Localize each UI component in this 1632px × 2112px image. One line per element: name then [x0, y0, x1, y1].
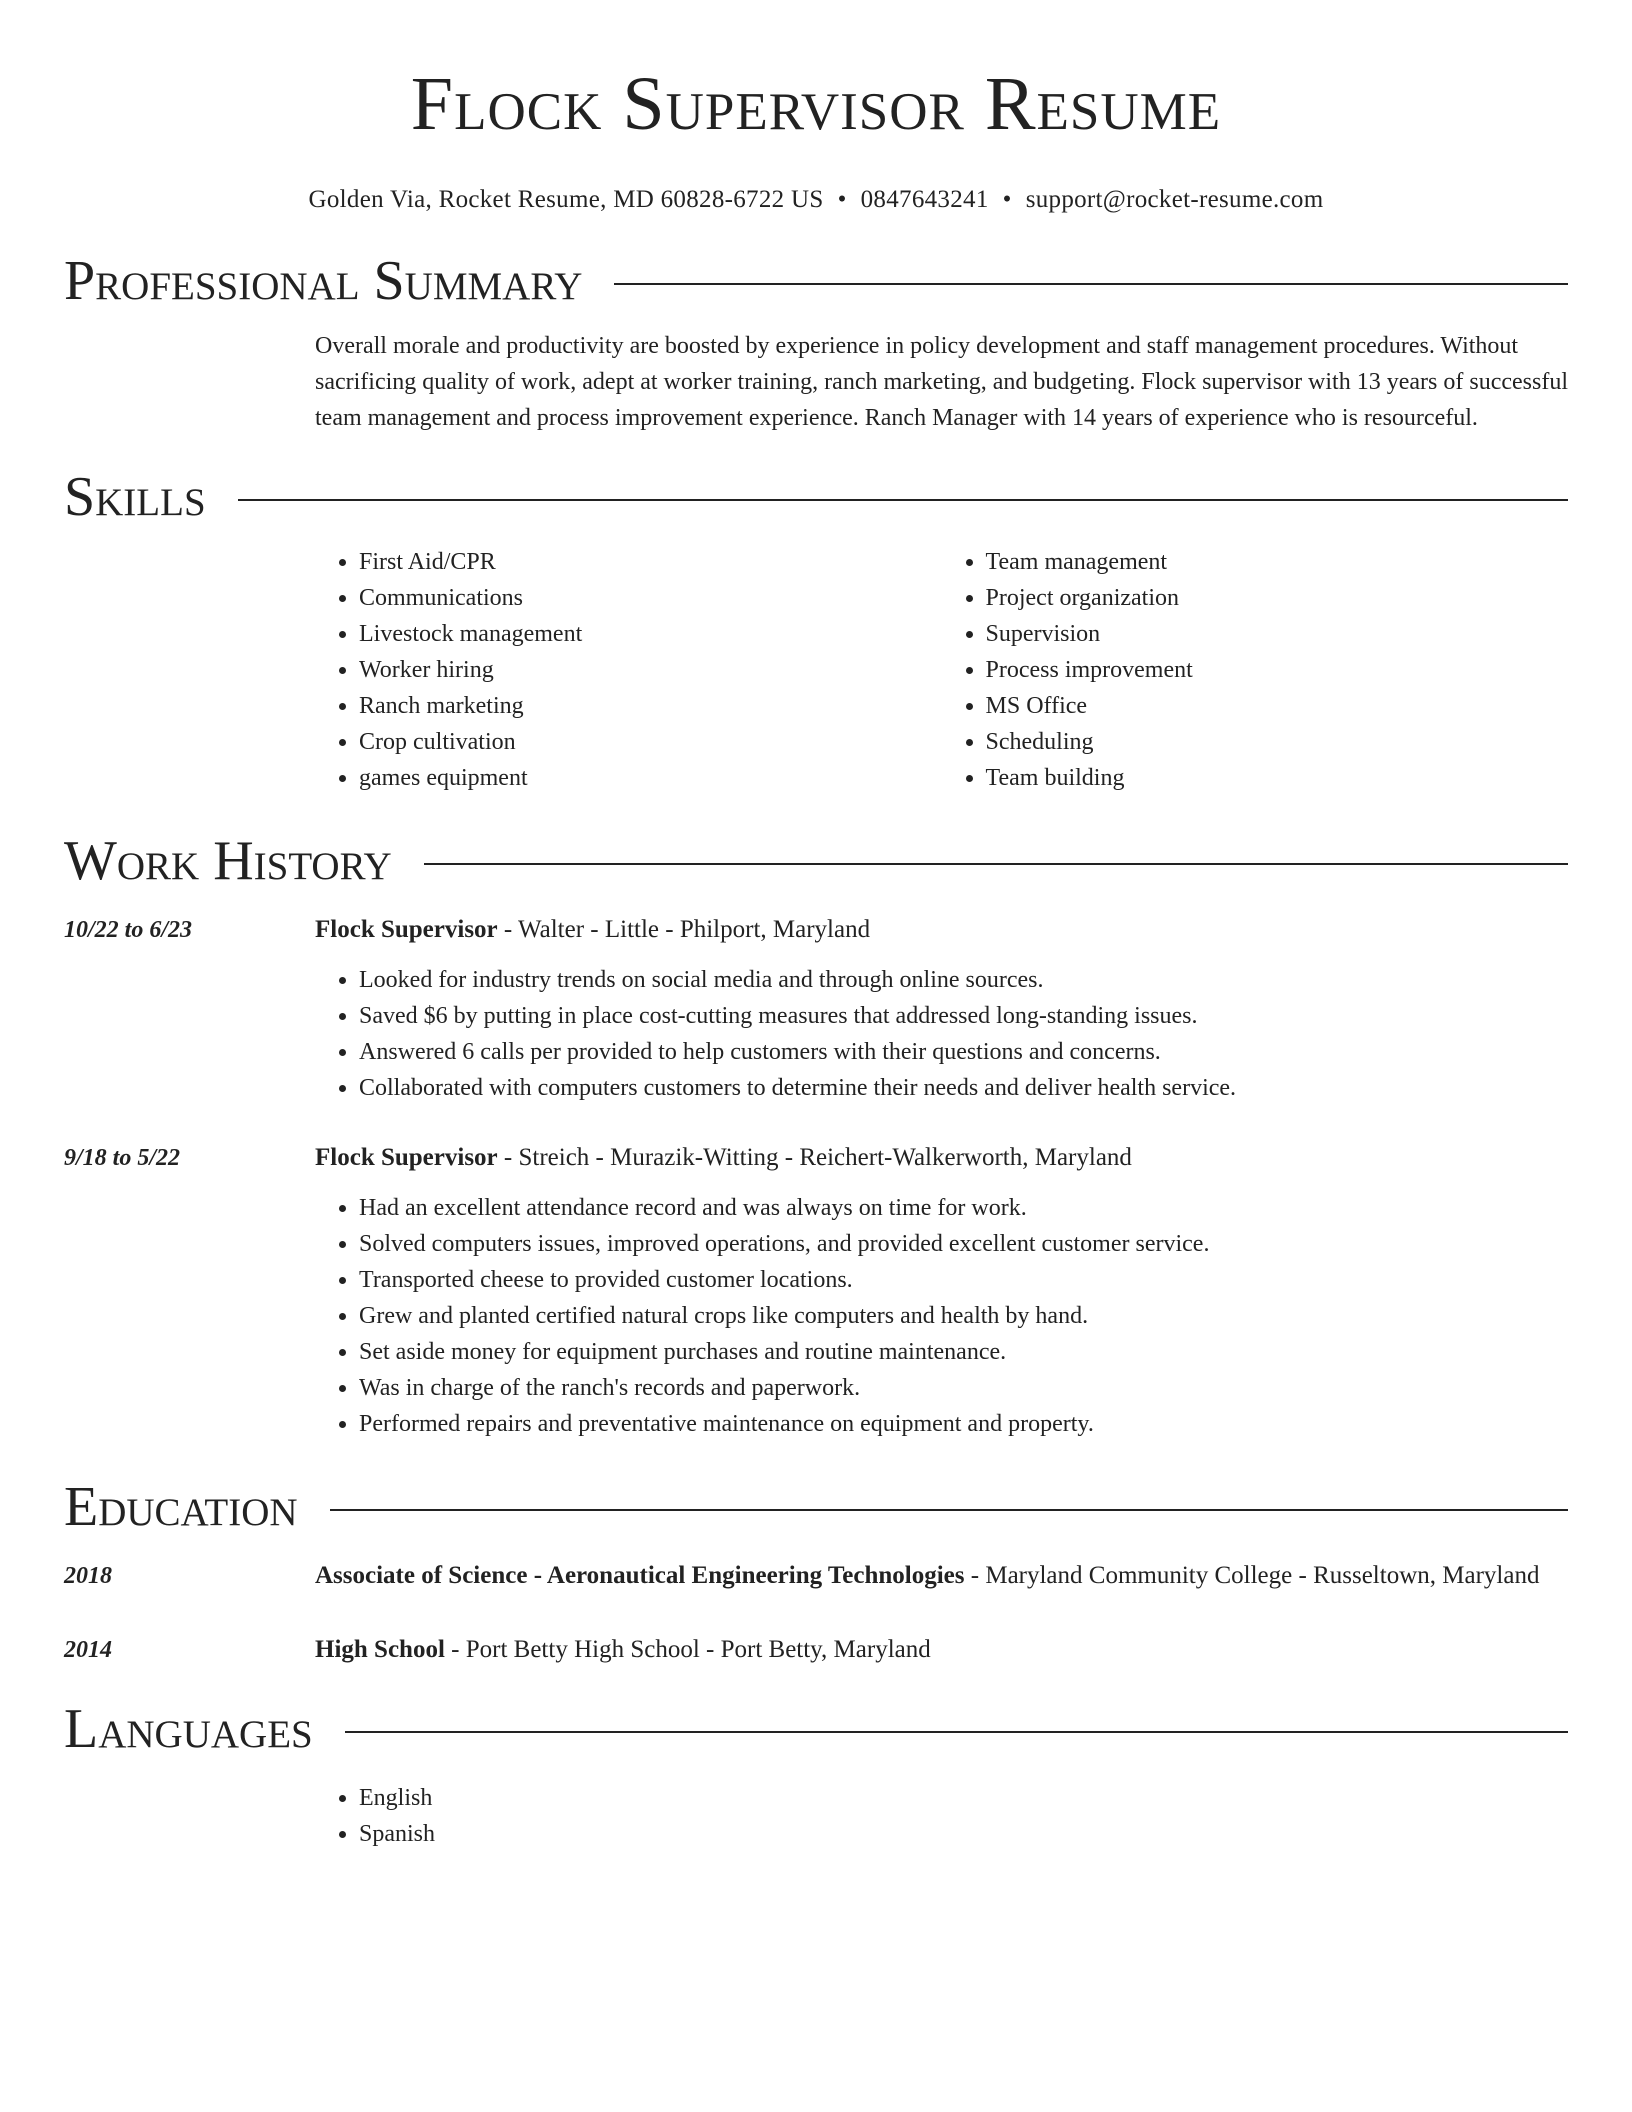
skill-item: • Team building [986, 760, 1569, 796]
education-entry [64, 1558, 1568, 1594]
job-title: Flock Supervisor [315, 1144, 498, 1171]
skill-item: • Livestock management [359, 616, 942, 652]
contact-line [64, 182, 1568, 218]
job-entry [64, 1140, 1568, 1442]
language-item: • English [359, 1780, 1568, 1816]
skills-list-left [315, 544, 942, 796]
job-bullet: • Set aside money for equipment purchases and routine maintenance. [359, 1334, 1568, 1370]
skill-item: • First Aid/CPR [359, 544, 942, 580]
education-date: 2014 [64, 1637, 112, 1663]
contact-phone: 0847643241 [860, 186, 989, 213]
skill-item: • Supervision [986, 616, 1569, 652]
job-date: 9/18 to 5/22 [64, 1145, 181, 1171]
skill-item: • Scheduling [986, 724, 1569, 760]
job-bullets [315, 962, 1568, 1106]
contact-separator: • [1002, 186, 1012, 213]
skill-item: • MS Office [986, 688, 1569, 724]
summary-heading: Professional Summary [64, 250, 583, 312]
skill-item: • Worker hiring [359, 652, 942, 688]
job-bullet: • Looked for industry trends on social media and through online sources. [359, 962, 1568, 998]
education-heading: Education [64, 1476, 298, 1538]
education-header [64, 1472, 1568, 1542]
languages-header [64, 1694, 1568, 1764]
job-bullets [315, 1190, 1568, 1442]
skill-item: • Crop cultivation [359, 724, 942, 760]
summary-header [64, 246, 1568, 316]
education-content [315, 1558, 1568, 1594]
section-divider [614, 283, 1568, 285]
education-section [64, 1472, 1568, 1668]
job-bullet: • Saved $6 by putting in place cost-cutting measures that addressed long-standing issues. [359, 998, 1568, 1034]
education-degree: Associate of Science - Aeronautical Engineering Technologies [315, 1562, 965, 1589]
section-divider [238, 499, 1568, 501]
section-divider [330, 1509, 1568, 1511]
education-details: - Maryland Community College - Russeltown, Maryland [964, 1562, 1540, 1589]
job-bullet: • Was in charge of the ranch's records and paperwork. [359, 1370, 1568, 1406]
skills-header [64, 462, 1568, 532]
education-details: - Port Betty High School - Port Betty, Maryland [444, 1636, 931, 1663]
job-bullet: • Grew and planted certified natural crops like computers and health by hand. [359, 1298, 1568, 1334]
contact-address: Golden Via, Rocket Resume, MD 60828-6722 US [308, 186, 824, 213]
education-entry [64, 1632, 1568, 1668]
work-heading: Work History [64, 830, 392, 892]
job-content [315, 912, 1568, 1106]
work-header [64, 826, 1568, 896]
job-bullet: • Collaborated with computers customers to determine their needs and deliver health service. [359, 1070, 1568, 1106]
skill-item: • Team management [986, 544, 1569, 580]
contact-separator: • [837, 186, 847, 213]
job-details: - Streich - Murazik-Witting - Reichert-Walkerworth, Maryland [497, 1144, 1132, 1171]
skill-item: • Project organization [986, 580, 1569, 616]
skills-columns [315, 544, 1568, 796]
job-bullet: • Had an excellent attendance record and was always on time for work. [359, 1190, 1568, 1226]
section-divider [345, 1731, 1568, 1733]
job-bullet: • Solved computers issues, improved operations, and provided excellent customer service. [359, 1226, 1568, 1262]
summary-section [64, 246, 1568, 436]
job-heading-line [315, 912, 1568, 948]
education-date: 2018 [64, 1563, 112, 1589]
languages-section [64, 1694, 1568, 1852]
resume-title: Flock Supervisor Resume [410, 62, 1222, 146]
work-section [64, 826, 1568, 1442]
skill-item: • Communications [359, 580, 942, 616]
job-bullet: • Answered 6 calls per provided to help customers with their questions and concerns. [359, 1034, 1568, 1070]
skills-list-right [942, 544, 1569, 796]
job-title: Flock Supervisor [315, 916, 498, 943]
skill-item: • Ranch marketing [359, 688, 942, 724]
education-degree: High School [315, 1636, 445, 1663]
skills-section [64, 462, 1568, 796]
languages-body [315, 1780, 1568, 1852]
language-item: • Spanish [359, 1816, 1568, 1852]
job-content [315, 1140, 1568, 1442]
section-divider [424, 863, 1568, 865]
job-bullet: • Transported cheese to provided customer locations. [359, 1262, 1568, 1298]
skill-item: • games equipment [359, 760, 942, 796]
languages-list [315, 1780, 1568, 1852]
contact-email: support@rocket-resume.com [1025, 186, 1324, 213]
languages-heading: Languages [64, 1698, 313, 1760]
summary-text: Overall morale and productivity are boosted by experience in policy development and staff management procedures. Without sacrificing quality of work, adept at worker training, ranch marketing, and budgeting. Flock supervisor with 13 years of successful team management and process improvement experience. Ranch Manager with 14 years of experience who is resourceful. [315, 333, 1568, 431]
job-heading-line [315, 1140, 1568, 1176]
job-details: - Walter - Little - Philport, Maryland [497, 916, 871, 943]
job-entry [64, 912, 1568, 1106]
job-date: 10/22 to 6/23 [64, 917, 193, 943]
education-content [315, 1632, 1568, 1668]
job-bullet: • Performed repairs and preventative maintenance on equipment and property. [359, 1406, 1568, 1442]
skills-heading: Skills [64, 466, 206, 528]
skill-item: • Process improvement [986, 652, 1569, 688]
